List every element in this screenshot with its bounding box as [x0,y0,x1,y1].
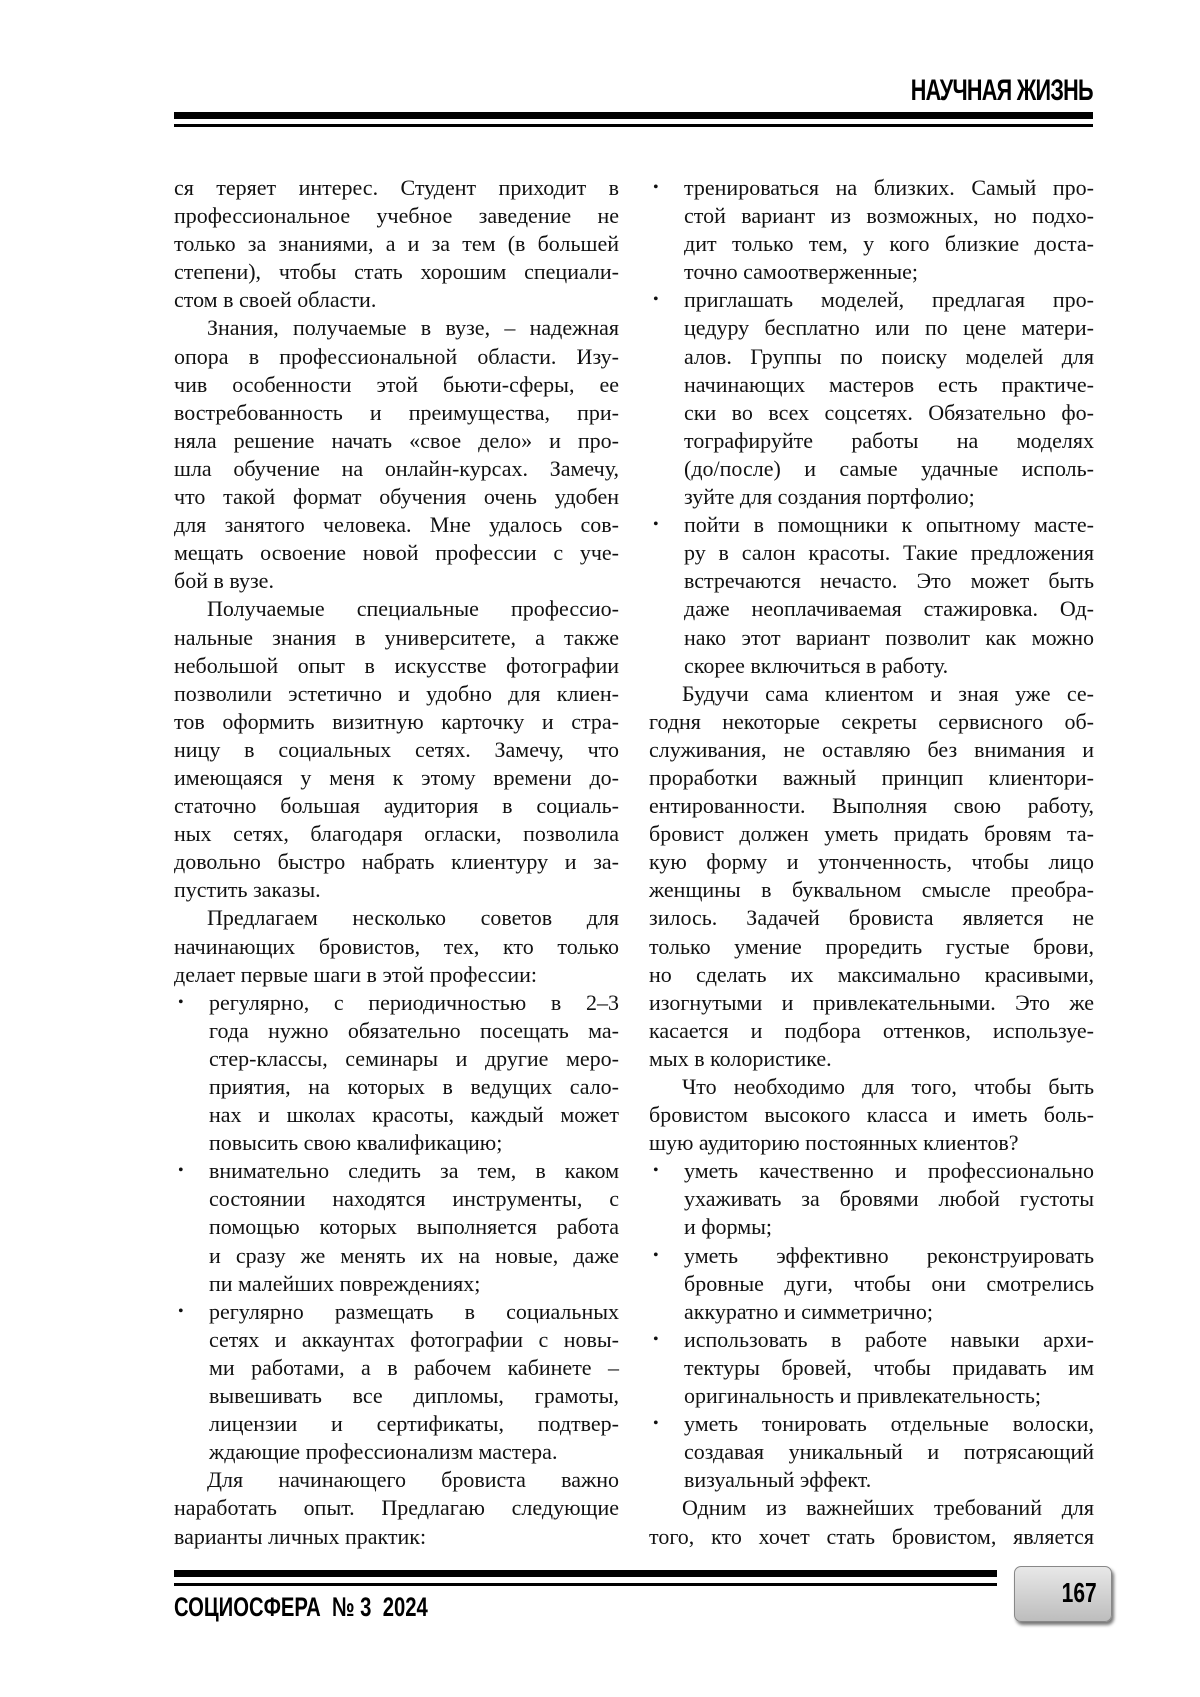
footer-rule-thin [174,1583,997,1586]
text-line: для занятого человека. Мне удалось сов- [174,511,619,539]
header-rule-thin [174,124,1093,127]
text-line: профессиональное учебное заведение не [174,202,619,230]
text-line: начинающих мастеров есть практиче- [684,371,1094,399]
bullet-icon: • [653,511,659,539]
text-line: уметь качественно и профессионально [684,1157,1094,1185]
text-line: кую форму и утонченность, чтобы лицо [649,848,1094,876]
text-line: Предлагаем несколько советов для [174,904,619,932]
text-line: состоянии находятся инструменты, с [209,1185,619,1213]
text-line: касается и подбора оттенков, используе- [649,1017,1094,1045]
text-line: приятия, на которых в ведущих сало- [209,1073,619,1101]
bullet-icon: • [653,1326,659,1354]
text-line: бровист должен уметь придать бровям та- [649,820,1094,848]
text-line: ру в салон красоты. Такие предложения [684,539,1094,567]
text-line: небольшой опыт в искусстве фотографии [174,652,619,680]
text-line: ждающие профессионализм мастера. [209,1438,619,1466]
text-line: Что необходимо для того, чтобы быть [649,1073,1094,1101]
text-line: изогнутыми и привлекательными. Это же [649,989,1094,1017]
text-line: чив особенности этой бьюти-сферы, ее [174,371,619,399]
journal-title: СОЦИОСФЕРА № 3 2024 [174,1592,428,1623]
paragraph [174,174,619,314]
text-line: и формы; [684,1213,1094,1241]
text-line: регулярно, с периодичностью в 2–3 [209,989,619,1017]
text-line: стой вариант из возможных, но подхо- [684,202,1094,230]
paragraph [174,595,619,904]
text-line: использовать в работе навыки архи- [684,1326,1094,1354]
text-line: ных сетях, благодаря огласки, позволила [174,820,619,848]
text-line: ми работами, а в рабочем кабинете – [209,1354,619,1382]
header-rule-thick [174,112,1093,119]
text-line: опора в профессиональной области. Изу- [174,343,619,371]
text-line: служивания, не оставляю без внимания и [649,736,1094,764]
text-line: шую аудиторию постоянных клиентов? [649,1129,1094,1157]
text-line: пи малейших повреждениях; [209,1270,619,1298]
page-number: 167 [1062,1577,1097,1609]
text-line: дит только тем, у кого близкие доста- [684,230,1094,258]
text-line: точно самоотверженные; [684,258,1094,286]
bullet-icon: • [178,989,184,1017]
paragraph [174,904,619,988]
left-column [174,174,619,1551]
text-line: тов оформить визитную карточку и стра- [174,708,619,736]
text-line: тографируйте работы на моделях [684,427,1094,455]
text-line: уметь эффективно реконструировать [684,1242,1094,1270]
text-line: что такой формат обучения очень удобен [174,483,619,511]
text-line: только умение проредить густые брови, [649,933,1094,961]
list-item [649,1410,1094,1494]
text-line: только за знаниями, а и за тем (в большей [174,230,619,258]
text-line: женщины в буквальном смысле преобра- [649,876,1094,904]
text-line: ся теряет интерес. Студент приходит в [174,174,619,202]
text-line: повысить свою квалификацию; [209,1129,619,1157]
bullet-icon: • [653,1157,659,1185]
text-line: годня некоторые секреты сервисного об- [649,708,1094,736]
text-line: нах и школах красоты, каждый может [209,1101,619,1129]
text-line: Одним из важнейших требований для [649,1494,1094,1522]
text-line: тренироваться на близких. Самый про- [684,174,1094,202]
text-line: бровные дуги, чтобы они смотрелись [684,1270,1094,1298]
text-line: даже неоплачиваемая стажировка. Од- [684,595,1094,623]
bullet-icon: • [653,286,659,314]
bullet-icon: • [653,1242,659,1270]
list-item [174,1157,619,1297]
text-line: шла обучение на онлайн-курсах. Замечу, [174,455,619,483]
paragraph [649,1073,1094,1157]
bullet-icon: • [178,1157,184,1185]
text-line: создавая уникальный и потрясающий [684,1438,1094,1466]
text-line: делает первые шаги в этой профессии: [174,961,619,989]
text-line: регулярно размещать в социальных [209,1298,619,1326]
list-item [649,1157,1094,1241]
text-line: Знания, получаемые в вузе, – надежная [174,314,619,342]
text-line: уметь тонировать отдельные волоски, [684,1410,1094,1438]
text-line: и сразу же менять их на новые, даже [209,1242,619,1270]
text-line: варианты личных практик: [174,1523,619,1551]
text-line: визуальный эффект. [684,1466,1094,1494]
text-line: алов. Группы по поиску моделей для [684,343,1094,371]
text-line: няла решение начать «свое дело» и про- [174,427,619,455]
text-line: мых в колористике. [649,1045,1094,1073]
text-line: наработать опыт. Предлагаю следующие [174,1494,619,1522]
text-line: пустить заказы. [174,876,619,904]
text-line: Получаемые специальные профессио- [174,595,619,623]
text-line: довольно быстро набрать клиентуру и за- [174,848,619,876]
text-line: ентированности. Выполняя свою работу, [649,792,1094,820]
list-item [649,174,1094,286]
text-line: ски во всех соцсетях. Обязательно фо- [684,399,1094,427]
text-line: нальные знания в университете, а также [174,624,619,652]
paragraph [649,680,1094,1073]
text-line: встречаются нечасто. Это может быть [684,567,1094,595]
text-line: зилось. Задачей бровиста является не [649,904,1094,932]
text-line: начинающих бровистов, тех, кто только [174,933,619,961]
bullet-icon: • [653,174,659,202]
text-line: Будучи сама клиентом и зная уже се- [649,680,1094,708]
text-line: бой в вузе. [174,567,619,595]
text-line: Для начинающего бровиста важно [174,1466,619,1494]
bullet-icon: • [178,1298,184,1326]
text-line: востребованность и преимущества, при- [174,399,619,427]
text-line: зуйте для создания портфолио; [684,483,1094,511]
text-line: внимательно следить за тем, в каком [209,1157,619,1185]
list-item [649,511,1094,680]
text-line: помощью которых выполняется работа [209,1213,619,1241]
text-line: скорее включиться в работу. [684,652,1094,680]
text-line: ухаживать за бровями любой густоты [684,1185,1094,1213]
text-line: стер-классы, семинары и другие меро- [209,1045,619,1073]
text-line: имеющаяся у меня к этому времени до- [174,764,619,792]
right-column [649,174,1094,1551]
text-line: нако этот вариант позволит как можно [684,624,1094,652]
list-item [649,1242,1094,1326]
section-title: НАУЧНАЯ ЖИЗНЬ [911,74,1093,108]
list-item [649,1326,1094,1410]
text-line: того, кто хочет стать бровистом, является [649,1523,1094,1551]
text-line: оригинальность и привлекательность; [684,1382,1094,1410]
list-item [649,286,1094,511]
text-line: пойти в помощники к опытному масте- [684,511,1094,539]
text-line: цедуру бесплатно или по цене матери- [684,314,1094,342]
text-line: мещать освоение новой профессии с уче- [174,539,619,567]
text-line: вывешивать все дипломы, грамоты, [209,1382,619,1410]
text-line: лицензии и сертификаты, подтвер- [209,1410,619,1438]
text-line: бровистом высокого класса и иметь боль- [649,1101,1094,1129]
text-line: позволили эстетично и удобно для клиен- [174,680,619,708]
paragraph [174,1466,619,1550]
list-item [174,1298,619,1467]
paragraph [649,1494,1094,1550]
text-line: степени), чтобы стать хорошим специали- [174,258,619,286]
text-line: аккуратно и симметрично; [684,1298,1094,1326]
text-line: но сделать их максимально красивыми, [649,961,1094,989]
bullet-icon: • [653,1410,659,1438]
list-item [174,989,619,1158]
footer-rule-thick [174,1570,997,1577]
text-line: ницу в социальных сетях. Замечу, что [174,736,619,764]
text-line: сетях и аккаунтах фотографии с новы- [209,1326,619,1354]
text-line: года нужно обязательно посещать ма- [209,1017,619,1045]
paragraph [174,314,619,595]
text-line: статочно большая аудитория в социаль- [174,792,619,820]
text-line: приглашать моделей, предлагая про- [684,286,1094,314]
text-line: (до/после) и самые удачные исполь- [684,455,1094,483]
text-line: проработки важный принцип клиентори- [649,764,1094,792]
text-line: тектуры бровей, чтобы придавать им [684,1354,1094,1382]
page-number-box [1014,1566,1112,1622]
text-line: стом в своей области. [174,286,619,314]
